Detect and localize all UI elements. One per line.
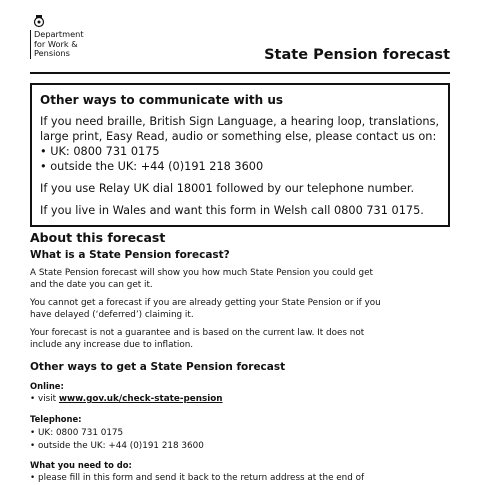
about-paragraph-3: Your forecast is not a guarantee and is based on the current law. It does not include any increase due to inflation. — [30, 328, 365, 350]
telephone-label: Telephone: — [30, 414, 82, 424]
what-you-need-label: What you need to do: — [30, 460, 132, 470]
contact-box-heading: Other ways to communicate with us — [40, 93, 283, 107]
about-paragraph-1: A State Pension forecast will show you how much State Pension you could get and the date you can get it. — [30, 268, 374, 290]
about-paragraph-2: You cannot get a forecast if you are already getting your State Pension or if you have delayed (‘deferred’) claiming it. — [30, 298, 381, 320]
telephone-outside-item: • outside the UK: +44 (0)191 218 3600 — [30, 441, 204, 451]
contact-box — [30, 83, 450, 227]
other-ways-heading: Other ways to get a State Pension forecast — [30, 361, 286, 373]
contact-intro-line: large print, Easy Read, audio or something else, please contact us on: — [40, 130, 437, 143]
relay-uk-text: If you use Relay UK dial 18001 followed by our telephone number. — [40, 182, 415, 195]
telephone-uk-item: • UK: 0800 731 0175 — [30, 428, 124, 438]
contact-intro-line: If you need braille, British Sign Language, a hearing loop, translations, — [40, 115, 440, 128]
title-rule — [30, 72, 450, 74]
org-name-line: for Work & — [34, 38, 78, 49]
contact-outside-uk-number: • outside the UK: +44 (0)191 218 3600 — [40, 160, 264, 173]
check-state-pension-link[interactable]: www.gov.uk/check-state-pension — [58, 394, 223, 404]
welsh-form-text: If you live in Wales and want this form in Welsh call 0800 731 0175. — [40, 204, 424, 217]
org-name-line: Pensions — [34, 48, 70, 59]
online-visit-item: • visit www.gov.uk/check-state-pension — [30, 394, 223, 404]
org-name-line: Department — [34, 29, 84, 39]
dwp-logo — [30, 14, 84, 59]
form-title: State Pension forecast — [264, 47, 450, 63]
online-label: Online: — [30, 381, 64, 391]
royal-crest-icon — [32, 14, 46, 28]
what-you-need-item: • please fill in this form and send it back to the return address at the end of — [30, 473, 365, 483]
what-is-forecast-heading: What is a State Pension forecast? — [30, 249, 230, 261]
contact-uk-number: • UK: 0800 731 0175 — [40, 145, 160, 158]
about-heading: About this forecast — [30, 230, 166, 245]
